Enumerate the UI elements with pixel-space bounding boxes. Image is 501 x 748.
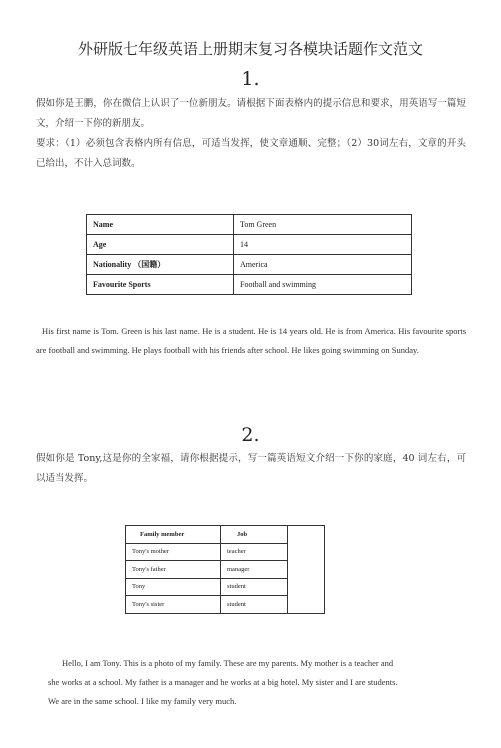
family-member-cell: Tony's mother [126,543,221,561]
family-member-cell: Tony's sister [126,596,221,614]
table-row [87,235,412,255]
section-2-essay-line-3: We are in the same school. I like my family very much. [48,696,237,706]
section-2-essay-line-1: Hello, I am Tony. This is a photo of my family. These are my parents. My mother is a teacher and [62,658,394,668]
table-key: Favourite Sports [87,275,234,295]
family-jobs-table [125,525,325,614]
table-row [87,215,412,235]
job-cell: student [221,578,288,596]
job-cell: teacher [221,543,288,561]
job-cell: student [221,596,288,614]
table-key: Age [87,235,234,255]
section-1-number: 1. [241,68,260,90]
table-key: Name [87,215,234,235]
new-friend-info-table [86,214,412,295]
document-title: 外研版七年级英语上册期末复习各模块话题作文范文 [77,40,423,58]
table-row [87,275,412,295]
job-cell: manager [221,561,288,579]
section-1-essay: His first name is Tom. Green is his last name. He is a student. He is 14 years old. He is from America. His favourite sports are football and swimming. He plays football with his friends after school. He likes going swimming on Sunday. [36,326,466,355]
section-2-essay-line-2: she works at a school. My father is a manager and he works at a big hotel. My sister and I are students. [48,677,398,687]
family-member-cell: Tony's father [126,561,221,579]
table-value: Tom Green [234,215,412,235]
section-2-intro: 假如你是 Tony,这是你的全家福，请你根据提示，写一篇英语短文介绍一下你的家庭，40 词左右，可以适当发挥。 [36,453,466,484]
section-1-intro: 假如你是王鹏，你在微信上认识了一位新朋友。请根据下面表格内的提示信息和要求，用英语写一篇短文，介绍一下你的新朋友。 [36,98,466,129]
table-row [87,255,412,275]
section-1-requirements: 要求：（1）必须包含表格内所有信息，可适当发挥，使文章通顺、完整；（2）30词左右，文章的开头已给出，不计入总词数。 [36,138,466,169]
column-header-job: Job [221,526,288,544]
table-key: Nationality （国籍） [87,255,234,275]
column-header-member: Family member [126,526,221,544]
section-2-number: 2. [241,424,260,446]
blank-photo-cell [288,526,325,614]
table-header-row [126,526,325,544]
table-value: America [234,255,412,275]
table-value: 14 [234,235,412,255]
family-member-cell: Tony [126,578,221,596]
table-value: Football and swimming [234,275,412,295]
